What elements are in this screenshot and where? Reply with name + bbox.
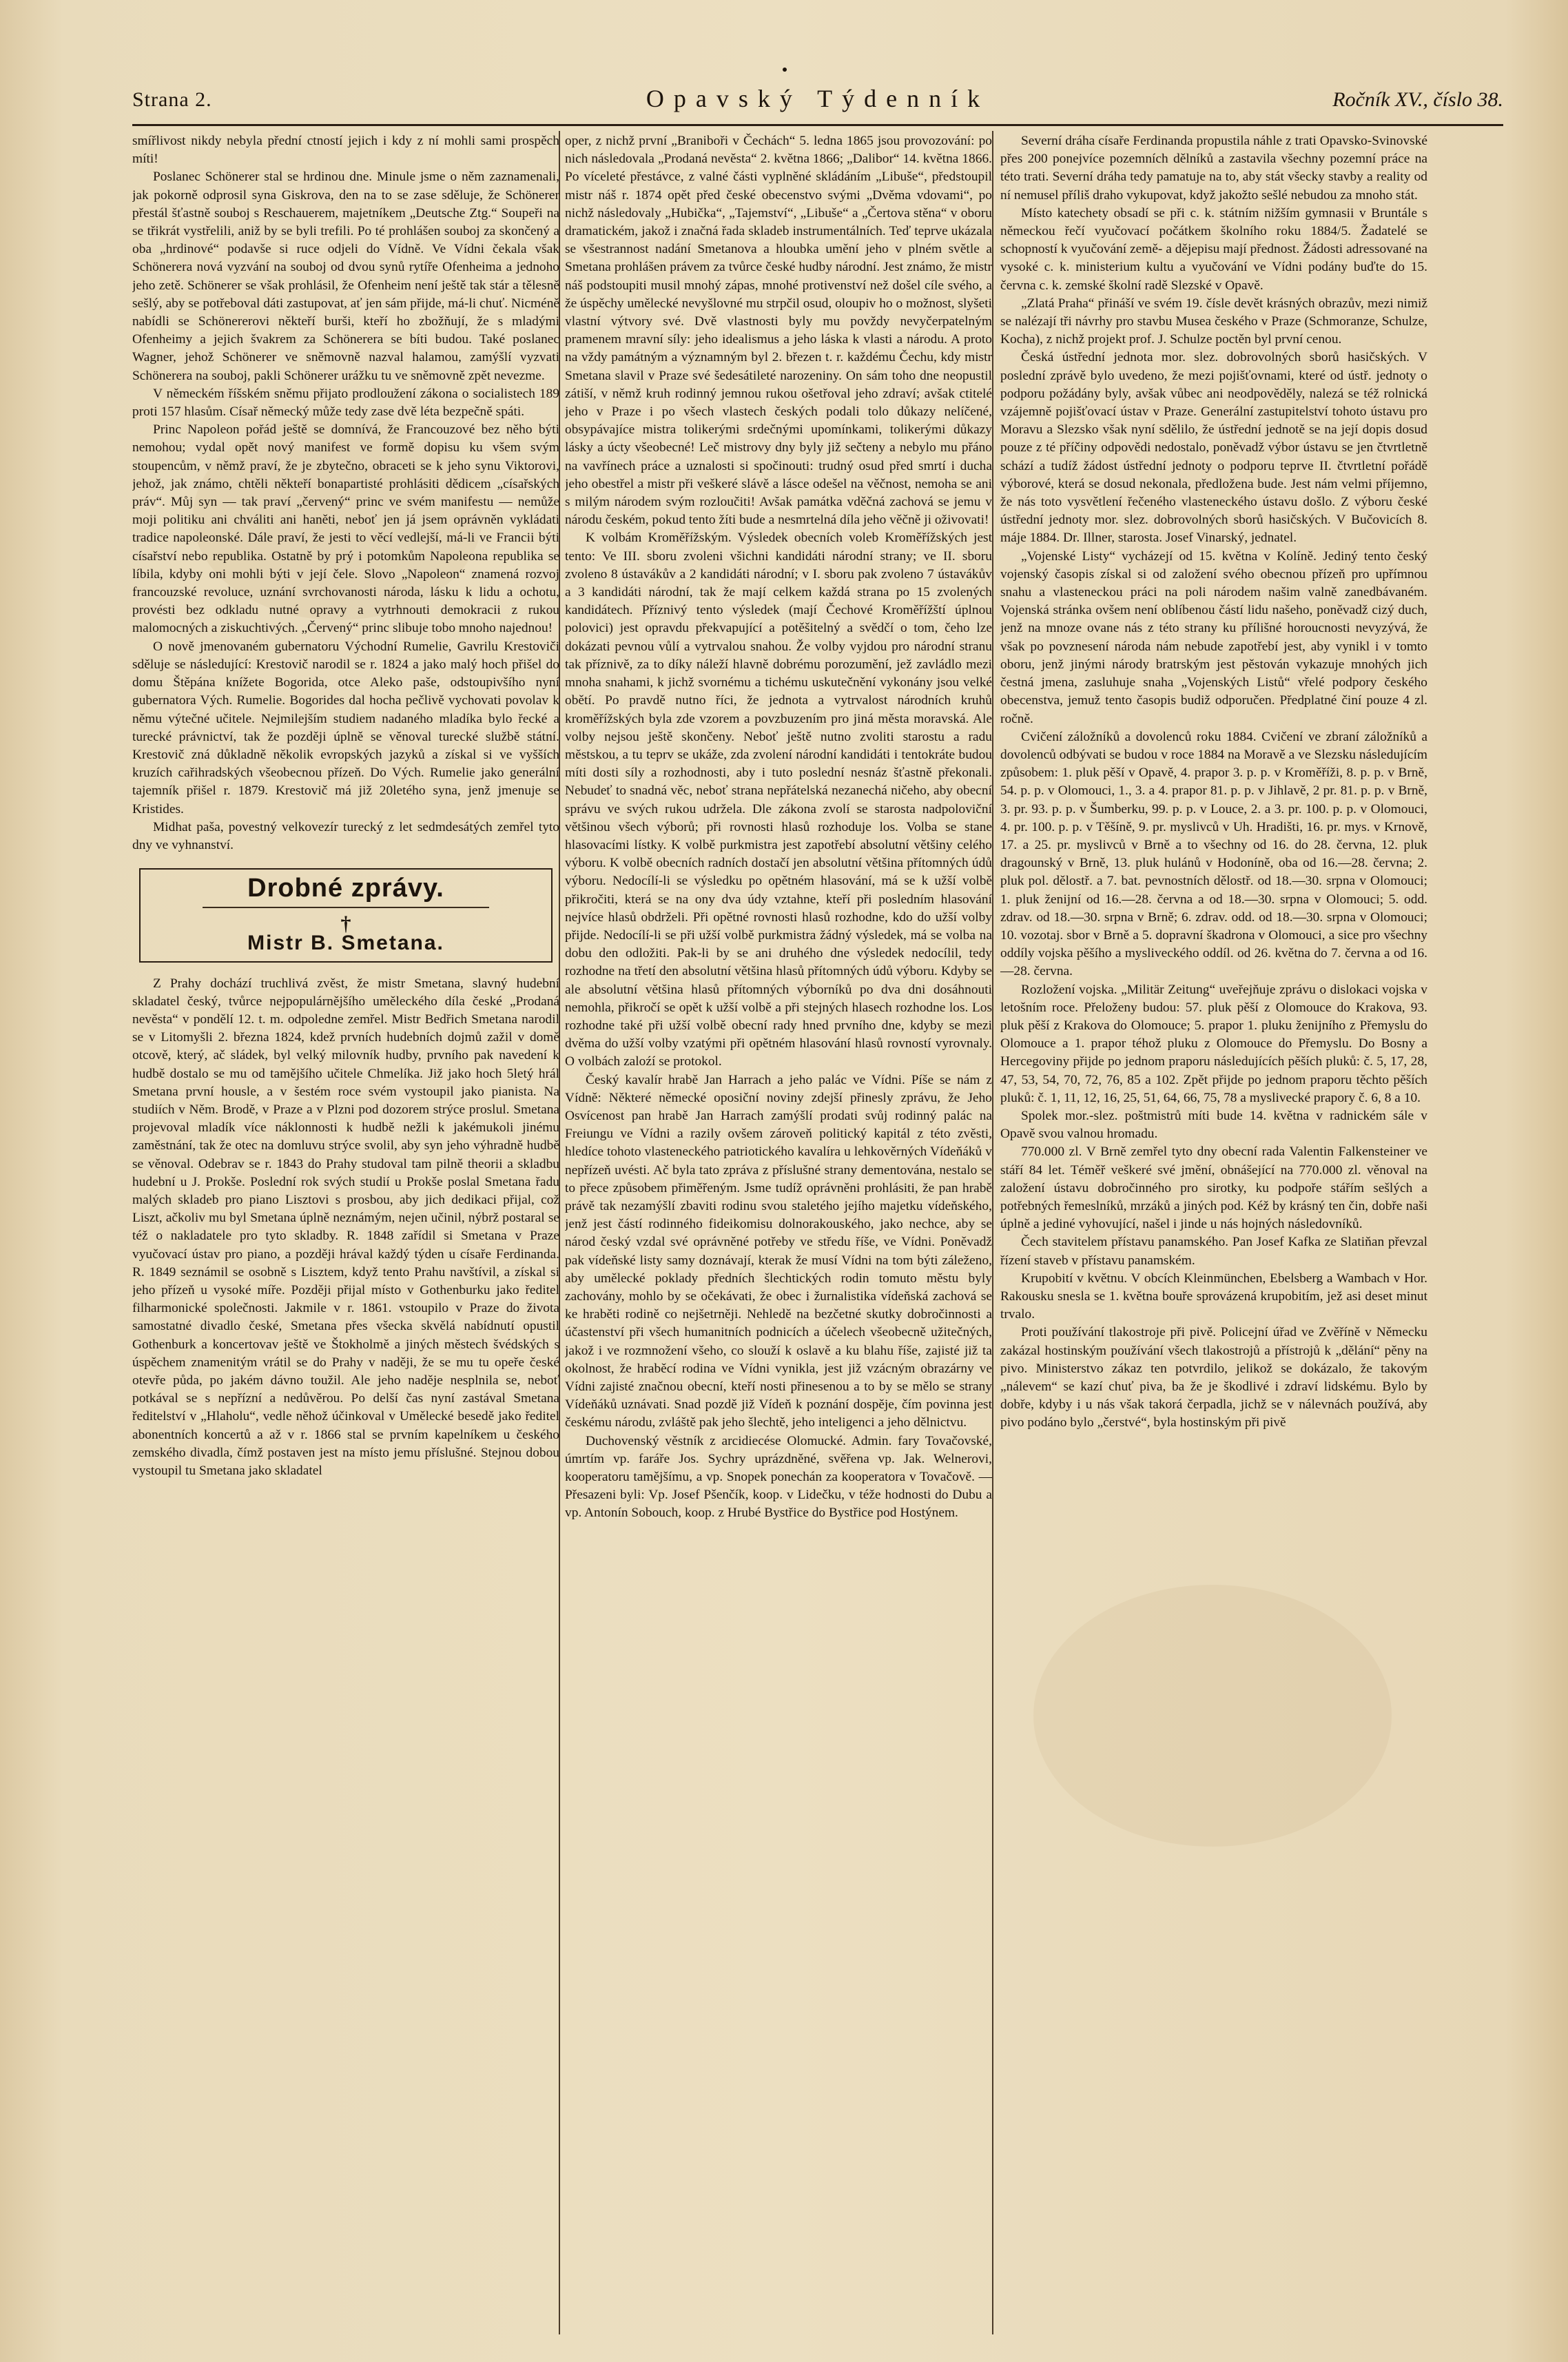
column-1 — [132, 132, 559, 2337]
article-paragraph: Spolek mor.-slez. poštmistrů míti bude 14. května v radnickém sále v Opavě svou valnou hromadu. — [1000, 1108, 1427, 1142]
article-paragraph: O nově jmenovaném gubernatoru Východní Rumelie, Gavrilu Krestoviči sděluje se následující: Krestovič narodil se r. 1824 a jako malý hoch přišel do domu Štěpána knížete Bogorida, otce Aleko paše, odstoupivšího nyní gubernatora Vých. Rumelie. Bogorides dal hocha pečlivě vychovati povolav k němu výtečné učitele. Nejmilejším studiem nadaného mladíka bylo řecké a turecké právnictví, tak že později úplně se věnoval turecké službě státní. Krestovič zná důkladně několik evropských jazyků a získal si ve vyšších kruzích cařihradských všeobecnou přízeň. Do Vých. Rumelie jako generální tajemník přišel r. 1879. Krestovič má již 20letého syna, jenž jmenuje se Kristides. — [132, 639, 559, 817]
article-paragraph: Krupobití v květnu. V obcích Kleinmünchen, Ebelsberg a Wambach v Hor. Rakousku snesla se 1. května bouře sprovázená krupobitím, jež asi deset minut trvalo. — [1000, 1271, 1427, 1322]
article-paragraph: „Vojenské Listy“ vycházejí od 15. května v Kolíně. Jediný tento český vojenský časopis získal si od založení svého obecnou přízeň pro upřímnou snahu a vlasteneckou práci na poli národem našim valně zanedbávaném. Vojenská stránka ovšem není oblíbenou částí lidu našeho, poněvadž cizý duch, jenž na mnoze ovane nás z této strany ku přílišné horoucnosti nevyzývá, že však po povznesení národa nám nebude zapotřebí jest, aby vynikl i v tomto oboru, jenž jinými národy bratrským jest pěstován vykazuje mnohých jich čestná jmena, zasluhuje snaha „Vojenských Listů“ vřelé podpory českého obecenstva, jemuž tento časopis budiž odporučen. Předplatné činí pouze 4 zl. ročně. — [1000, 548, 1427, 726]
page-header — [132, 81, 1503, 126]
column-3 — [1000, 132, 1427, 2337]
article-paragraph: V německém říšském sněmu přijato prodloužení zákona o socialistech 189 proti 157 hlasům. Císař německý může tedy zase dvě léta bezpečně spáti. — [132, 386, 559, 420]
column-2 — [565, 132, 992, 2337]
newspaper-title: Opavský Týdenník — [646, 85, 990, 112]
section-heading: Drobné zprávy. — [247, 874, 444, 903]
divider — [203, 907, 489, 908]
article-paragraph: Česká ústřední jednota mor. slez. dobrovolných sborů hasičských. V poslední zprávě bylo uvedeno, že mezi pojišťovnami, které od ústř. jednoty o podporu požádány byly, avšak vůbec ani neodpověděly, nalezá se též rolnická vzájemně pojišťovací ústav v Praze. Generální zastupitelství tohoto ústavu pro Moravu a Slezsko však nyní sdělilo, že ústřední jednotě se na její dopis dosud pouze z té příčiny odpovědi nedostalo, poněvadž výbor ústavu se jen čtvrtletně schází a tudíž žádost ústřední jednoty o podporu teprve II. čtvrtletní pořádě výborové, která se dosud nekonala, předložena bude. Jest nám velmi příjemno, že nás toto vysvětlení řečeného vlasteneckého ústavu došlo. Z výboru české ústřední jednoty mor. slez. dobrovolných sborů hasičských. V Bučovicích 8. máje 1884. Dr. Illner, starosta. Josef Vinarský, jednatel. — [1000, 350, 1427, 546]
article-paragraph: Midhat paša, povestný velkovezír turecký z let sedmdesátých zemřel tyto dny ve vyhnanství. — [132, 819, 559, 852]
article-paragraph: K volbám Kroměřížským. Výsledek obecních voleb Kroměřížských jest tento: Ve III. sboru zvoleni všichni kandidáti národní strany; ve II. sboru zvoleno 8 ústavákův a 2 kandidáti národní; v I. sboru pak zvoleno 7 ústavákův a 3 kandidáti národní, tak že mají celkem každá strana po 15 zvolených kandidátech. Příznivý tento výsledek (mají Čechové Kroměřížští úplnou polovici) jest opravdu překvapující a potěšitelný a svědčí o tom, čeho lze dokázati pevnou vůlí a vytrvalou snahou. Že volby vyjdou pro národní stranu tak příznivě, za to díky náleží hlavně dobrému porozumění, jež zavládlo mezi mnoha snahami, k jichž svornému a tichému uskutečnění vykonány jsou velké obětí. Po pravdě nutno říci, že jednota a vytrvalost národních kruhů kroměřížských byla zde vzorem a povzbuzením pro jiná města moravská. Ale volby nejsou ještě skončeny. Neboť ještě nutno zvoliti starostu a radu městskou, a tu teprv se ukáže, zda zvolení národní kandidáti i tentokráte budou míti dosti síly a rozhodnosti, aby i tuto poslední nesnáz šťastně překonali. Nebudeť to snadná věc, neboť strana nepřátelská nezanechá ničeho, aby obecní správu ve svých rukou udržela. Dle zákona zvolí se starosta nadpoloviční většinou všech výborů; při rovnosti hlasů rozhoduje los. Volba se stane hlasovacími lístky. K volbě purkmistra jest zapotřebí absolutní většiny celého výboru. K volbě obecních radních dostačí jen absolutní většina přítomných údů výboru. Nedocílí-li se výsledku po opětném hlasování, má se k užší volbě přikročiti, která se na ony dva údy vztahne, kteří při posledním hlasování nejvíce hlasů obdrželi. Při opětné rovnosti hlasů rozhodne, kdo do užší volby přijde. Nedocílí-li se při užší volbě purkmistra žádný výsledek, má se volba na dobu den odložiti. Pak-li by se ani druhého dne výsledek nedocílil, tedy rozhodne na třetí den absolutní většina hlasů přítomných údů výboru. Kdyby se ale absolutní většina hlasů přítomných výborníků po dva dni dosáhnouti nemohla, přikročí se opět k užší volbě a při stejných hlasech rozhodne los. Los rozhodne také při užší volbě obecní rady hned prvního dne, kdyby se mezi dvěma do užší volby vzatými při opětném hlasování hlasů rovností vyrovnaly. O volbách zaloźí se protokol. — [565, 531, 992, 1069]
article-paragraph: Cvičení záložníků a dovolenců roku 1884. Cvičení ve zbraní záložníků a dovolenců odbývati se budou v roce 1884 na Moravě a ve Slezsku následujícím způsobem: 1. pluk pěší v Opavě, 4. prapor 3. p. p. v Kroměříži, 8. p. p. v Brně, 54. p. p. v Olomouci, 1., 3. a 4. prapor 81. p. p. v Jihlavě, 2 pr. 81. p. p. v Brně, 3. pr. 93. p. p. v Šumberku, 99. p. p. v Louce, 2. a 3. pr. 100. p. p. v Olomouci, 4. pr. 100. p. p. v Těšíně, 9. pr. myslivců v Uh. Hradišti, 16. pr. mys. v Krnově, 17. a 25. pr. myslivců v Brně a to všechny od 16. do 28. června, 12. pluk dragounský v Brně, 13. pluk hulánů v Hodoníně, oba od 16.—28. června; 2. pluk pol. dělostř. a 7. bat. pevnostních dělostř. od 18.—30. srpna v Olomouci; 1. pluk ženijní od 16.—28. června a od 18.—30. srpna v Olomouci; 5. odd. zdrav. od 18.—30. srpna v Brně; 6. zdrav. odd. od 18.—30. srpna v Olomouci; 10. vozotaj. sbor v Brně a 5. dopravní škadrona v Olomouci, a sice pro všechny oddíly vojska pěšího a mysliveckého oddíl. od 26. května do 7. června a od 16.—28. června. — [1000, 729, 1427, 979]
article-paragraph: Rozložení vojska. „Militär Zeitung“ uveřejňuje zprávu o dislokaci vojska v letošním roce. Přeloženy budou: 57. pluk pěší z Olomouce do Krakova, 93. pluk pěší z Krakova do Olomouce; 5. prapor 1. pluku ženijního z Přemyslu do Olomouce a 1. prapor téhož pluku z Olomouce do Přemyslu. Do Bosny a Hercegoviny přijde po jednom praporu následujících pěších pluků: č. 5, 17, 28, 47, 53, 54, 70, 72, 76, 85 a 102. Zpět přijde po jednom praporu těchto pěších pluků: č. 1, 11, 12, 16, 25, 51, 64, 66, 75, 78 a myslivecké prapory č. 6, 8 a 10. — [1000, 982, 1427, 1105]
article-paragraph: „Zlatá Praha“ přináší ve svém 19. čísle devět krásných obrazův, mezi nimiž se nalézají tři návrhy pro stavbu Musea českého v Praze (Schmoranze, Schulze, Kocha), z nichž projekt prof. J. Schulze poctěn byl první cenou. — [1000, 296, 1427, 347]
section-box — [139, 868, 553, 962]
article-paragraph: oper, z nichž první „Braniboři v Čechách“ 5. ledna 1865 jsou provozování: po nich následovala „Prodaná nevěsta“ 2. května 1866; „Dalibor“ 14. května 1866. Po víceleté přestávce, z valné části vyplněné skládáním „Libuše“, předstoupil mistr náš r. 1874 opět před české obecenstvo svými „Dvěma vdovami“, po nichž následovaly „Hubička“, „Tajemství“, „Libuše“ a „Čertova stěna“ v oboru dramatickém, jakož i značná řada skladeb instrumentálních. Teď teprve ukázala se všestrannost nadání Smetanova a hloubka umění jeho v plném světle a Smetana prohlášen právem za tvůrce české hudby národní. Jest známo, že mistr náš podstoupiti musil mnohý zápas, mnohé protivenství než došel cíle svého, a že úspěchy umělecké nevyšlovné mu strpčil osud, oloupiv ho o možnost, slyšeti vlastní výtvory své. Dvě vlastnosti byly mu povždy nevyčerpatelným pramenem mravní síly: jeho idealismus a jeho láska k vlasti a národu. A proto na vždy památným a významným byl 2. březen t. r. každému Čechu, kdy mistr Smetana slavil v Praze své šedesátileté narozeniny. On sám toho dne neopustil zátiší, v němž kruh rodinný jemnou rukou ošetřoval jeho zdraví; avšak ctitelé jeho v Praze i po všech vlastech českých podali tolo důkazy nelíčené, obsypávajíce mistra tolikerými srdečnými upomínkami, tolikerými důkazy lásky a úcty všeobecné! Leč mistrovy dny byly již sečteny a nebylo mu přáno na vavřínech práce a uznalosti si spočinouti: trudný osud před smrtí i ducha jeho obestřel a mistr při veškeré slávě a lásce odešel na věčnost, nemoha se ani s milým národem svým rozloučiti! Avšak památka vděčná zachová se jemu v národu českém, pokud tento žíti bude a nesmrtelná díla jeho věčně ji oživovati! — [565, 134, 992, 528]
ink-dot — [783, 68, 787, 72]
article-paragraph: 770.000 zl. V Brně zemřel tyto dny obecní rada Valentin Falkensteiner ve stáří 84 let. Téměř veškeré své jmění, obnášející na 770.000 zl. věnoval na založení ústavu dobročinného pro sirotky, ku podpoře stářím sešlých a potřebných řemeslníků, mrzáků a jiných pod. Kéž by krásný ten čin, dobře naši úplně a jediné vyhovující, našel i jinde u nás hojných následovníků. — [1000, 1144, 1427, 1232]
article-paragraph: Poslanec Schönerer stal se hrdinou dne. Minule jsme o něm zaznamenali, jak pokorně odprosil syna Giskrova, den na to se zase sděluje, že Schönerer přestál šťastně souboj s Reschauerem, majetníkem „Deutsche Ztg.“ Soupeři na se třikrát vystřelili, aniž by se byli trefili. Po té prohlášen souboj za skončený a oba „hrdinové“ podavše si ruce odjeli do Vídně. Ve Vídni čekala však Schönerera nová vyzvání na souboj od dvou synů rytíře Ofenheima a jednoho jeho zetě. Schönerer se však prohlásil, že Ofenheim není ještě tak stár a tělesně sešlý, aby se potřeboval dáti zastupovat, ať jen sám přijde, má-li chuť. Nicméně nabídli se Schönererovi někteří burši, kteří ho zbožňují, že s mladými Ofenheimy a jejich švakrem za Schönerera se bíti budou. Také poslanec Wagner, jehož Schönerer ve sněmovně nazval halamou, zamýšlí vyzvati Schönerera na souboj, pakli Schönerer urážku tu ve sněmovně zpět nevezme. — [132, 170, 559, 383]
column-divider — [992, 131, 993, 2334]
article-paragraph: Proti používání tlakostroje při pivě. Policejní úřad ve Zvěříně v Německu zakázal hostinským používání všech tlakostrojů a přístrojů k „dělání“ pěny na pivo. Ministerstvo zákaz ten potvrdilo, jelikož se dokázalo, že takovým „nálevem“ se kazí chuť piva, ba že je škodlivé i zdraví lidskému. Bylo by dobře, kdyby i u nás však takorá čerpadla, jichž se v nálevnách používá, aby pivo podáno bylo „čerstvé“, byla hostinským při pivě — [1000, 1325, 1427, 1430]
article-paragraph: Duchovenský věstník z arcidiecése Olomucké. Admin. fary Tovačovské, úmrtím vp. faráře Jos. Sychry uprázdněné, svěřena vp. Jak. Welnerovi, kooperatoru tamějšímu, a vp. Snopek ponechán za kooperatora v Tovačově. — Přesazeni byli: Vp. Josef Pšenčík, koop. v Lidečku, v téže hodnosti do Dubu a vp. Antonín Sobouch, koop. z Hrubé Bystřice do Bystřice pod Hostýnem. — [565, 1433, 992, 1521]
obituary-heading: Mistr B. Smetana. — [247, 932, 444, 955]
article-paragraph: Čech stavitelem přístavu panamského. Pan Josef Kafka ze Slatiňan převzal řízení staveb v přístavu panamském. — [1000, 1235, 1427, 1268]
article-paragraph: smířlivost nikdy nebyla přední ctností jejich i kdy z ní mohli sami prospěch míti! — [132, 134, 559, 167]
issue-number: Ročník XV., číslo 38. — [1332, 88, 1503, 111]
article-paragraph: Z Prahy dochází truchlivá zvěst, že mistr Smetana, slavný hudební skladatel český, tvůrce nejpopulárnějšího uměleckého díla české „Prodaná nevěsta“ v pondělí 12. t. m. odpoledne zemřel. Mistr Bedřich Smetana narodil se v Litomyšli 2. března 1824, kdež prvních hudebních dojmů zažil v domě otcově, který, ač sládek, byl velký milovník hudby, prvního pak navedení k hudbě dostalo se mu od tamějšího učitele Chmelíka. Již jako hoch 5letý hrál Smetana první housle, a v šestém roce svém vystoupil jako pianista. Na studiích v Něm. Brodě, v Praze a v Plzni pod dozorem strýce proslul. Smetana projevoval mladík více náklonnosti k hudbě nežli k jakémukoli jinému zaměstnání, tak že otec na domluvu strýce svolil, aby syn jeho výhradně hudbě se věnoval. Odebrav se r. 1843 do Prahy studoval tam pilně theorii a skladbu hudební u J. Prokše. Poslední rok svých studií u Prokše poslal Smetana řadu malých skladeb pro piano Lisztovi s prosbou, aby jich dedikaci přijal, což Liszt, ačkoliv mu byl Smetana úplně neznámým, nejen učinil, nýbrž postaral se též o nakladatele pro tyto skladby. R. 1848 zařídil si Smetana v Praze vyučovací ústav pro piano, a později hrával každý týden u císaře Ferdinanda. R. 1849 seznámil se osobně s Lisztem, když tento Prahu navštívil, a získal si jeho přízeň u vysoké míře. Později přijal místo v Gothenburku jako ředitel filharmonické společnosti. Jakmile v r. 1861. vstoupilo v Praze do života samostatné divadlo české, Smetana přes všecka skvělá nabídnutí opustil Gothenburk a koncertovav ještě ve Štokholmě a jiných městech švédských s úspěchem znamenitým vrátil se do Prahy v naději, že se mu tu opeře české otevře půda, po jakém dávno toužil. Ale jeho naděje nesplnila se, neboť potkával se s nepřízní a nedůvěrou. Po delší čas nyní zastával Smetana ředitelství v „Hlaholu“, vedle něhož účinkoval v Umělecké besedě jako ředitel abonentních koncertů a až v r. 1866 stal se prvním kapelníkem u českého zemského divadla, čímž postaven jest na místo jemu příslušné. Stejnou dobou vystoupil tu Smetana jako skladatel — [132, 976, 559, 1479]
page-number: Strana 2. — [132, 88, 212, 111]
article-paragraph: Severní dráha císaře Ferdinanda propustila náhle z trati Opavsko-Svinovské přes 200 ponejvíce pozemních dělníků a zastavila všechny pozemní práce na této trati. Severní dráha tedy pamatuje na to, aby stát všecky stavby a reality od ní nemusel příliš draho vykupovat, když jakožto sešlé nebudou za mnoho stát. — [1000, 134, 1427, 203]
article-paragraph: Český kavalír hrabě Jan Harrach a jeho palác ve Vídni. Píše se nám z Vídně: Některé německé oposiční noviny zdejší přinesly zprávu, že Jeho Osvícenost pan hrabě Jan Harrach zamýšlí prodati svůj rodinný palác na Freiungu ve Vídni a razily ovšem zároveň politický kapitál z této zvěsti, hledíce tohoto vlasteneckého patriotického kavalíra u lehkověrných Vídeňáků v nepřízeň uvésti. Ač byla tato zpráva z příslušné strany dementována, nestalo se to přece způsobem přiměřeným. Jsme tudíž oprávněni prohlásiti, že pan hrabě právě tak nezamýšlí zbaviti rodinu svou staletého jejího majetku vídeňského, jenž jest částí rodinného fideikomisu dolnorakouského, jako nechce, aby se národ český vzdal své oprávněné potřeby ve středu říše, ve Vídni. Poněvadž pak vídeňské listy samy doznávají, kterak že musí Vídni na tom býti záleženo, aby umělecké poklady předních šlechtických rodin tomuto městu byly zachovány, mohlo by se očekávati, že obec i žurnalistika vídeňská zachová se ke hraběti rodině co nejšetrněji. Nehledě na bezčetné skutky dobročinnosti a účastenství při všech humanitních podnicích a účelech všeobecně užitečných, jakož i ve rozmnožení všeho, co slouží k oslavě a ku blahu říše, zajisté již ta okolnost, že hraběcí rodina ve Vídni vynikla, jest již vzácným obrazárny ve Vídni zajisté značnou obecní, kteří nosti přinesenou a to by se mělo se strany Vídeňáků uznávati. Snad pozdě již Vídeň k poznání dospěje, čím povinna jest českému národu, zvláště pak jeho šlechtě, jeho inteligenci a jeho dělnictvu. — [565, 1072, 992, 1430]
article-paragraph: Místo katechety obsadí se při c. k. státním nižším gymnasii v Bruntále s německou řečí vyučovací počátkem školního roku 1884/5. Žadatelé se schopností k vyučování země- a dějepisu mají přednost. Žádosti adressované na vysoké c. k. ministerium kultu a vyučování ve Vídni podány buďte do 15. června c. k. zemské školní radě Slezské v Opavě. — [1000, 205, 1427, 293]
cross-glyph: † — [340, 912, 351, 936]
article-paragraph: Princ Napoleon pořád ještě se domnívá, že Francouzové bez něho býti nemohou; vydal opět nový manifest ve formě dopisu ku všem svým stoupencům, v němž praví, že je zbytečno, obraceti se k jeho synu Viktorovi, jehož, jak známo, chtěli někteří bonapartisté prohlásiti dědicem „císařských práv“. Můj syn — tak praví „červený“ princ ve svém manifestu — nemůže moji politiku ani chváliti ani haněti, neboť jen já jsem oprávněn vykládati tradice napoleonské. Dále praví, že jesti to věcí vedlejší, má-li ve Francii býti císařství nebo republika. Ostatně by prý i potomkům Napoleona republika se líbila, kdyby oni mohli býti v její čele. Slovo „Napoleon“ znamená rozvoj francouzské revoluce, uznání svrchovanosti národa, lásku k lidu a ochotu, provésti bez odkladu nutné opravy a vytrhnouti demokracii z rukou malomocných a ziskuchtivých. „Červený“ princ slibuje tobo mnoho najednou! — [132, 422, 559, 636]
